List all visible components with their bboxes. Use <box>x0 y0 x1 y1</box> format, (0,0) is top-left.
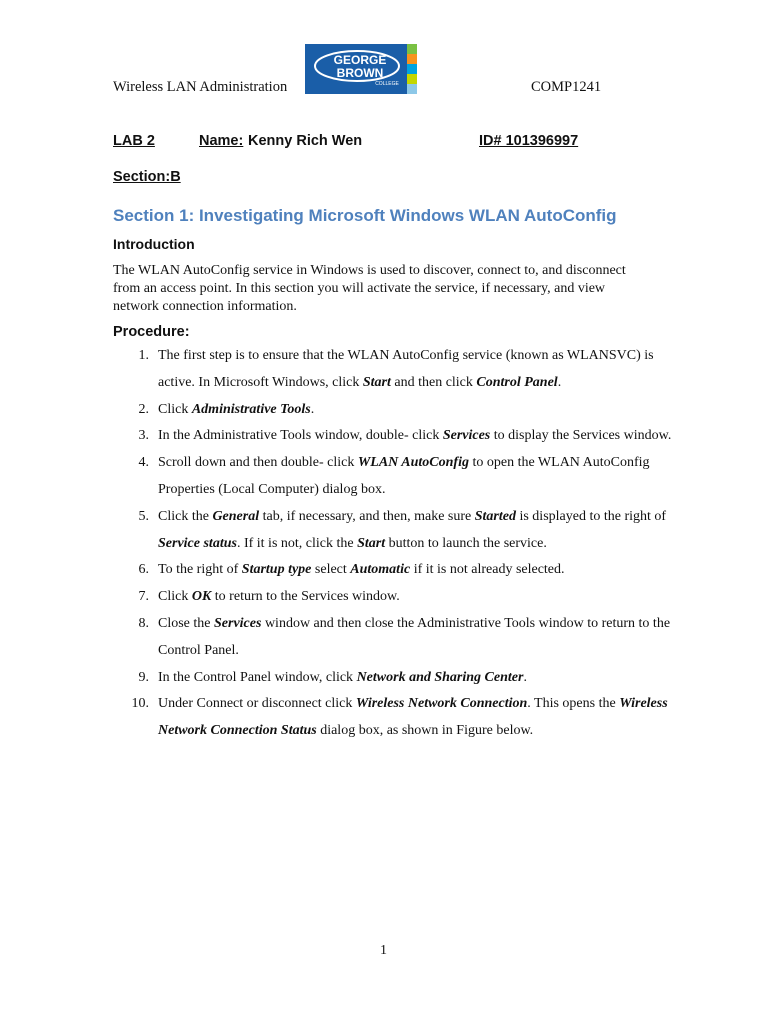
procedure-step <box>113 450 673 504</box>
procedure-step <box>113 665 673 692</box>
course-code: COMP1241 <box>531 79 602 95</box>
step-emphasis: General <box>212 508 260 524</box>
logo-line3: COLLEGE <box>375 81 399 87</box>
step-text: . If it is not, click the <box>236 535 358 551</box>
procedure-heading: Procedure: <box>113 324 190 340</box>
step-text: In the Administrative Tools window, double- click <box>158 428 443 444</box>
step-number: 2. <box>138 401 149 417</box>
procedure-step <box>113 691 673 745</box>
step-emphasis: Control Panel <box>476 374 558 390</box>
step-text: To the right of <box>158 562 242 578</box>
step-emphasis: Administrative Tools <box>191 401 311 417</box>
student-name: Kenny Rich Wen <box>248 133 363 149</box>
procedure-step <box>113 423 673 450</box>
step-text: . <box>523 669 527 685</box>
introduction-text: The WLAN AutoConfig service in Windows is used to discover, connect to, and disconnect from an access point. In this section you will activate the service, if necessary, and view network connection information. <box>113 263 626 314</box>
step-text: is displayed to the right of <box>515 508 667 524</box>
step-text: Click <box>158 401 192 417</box>
logo-stripe <box>407 84 417 94</box>
step-text: . This opens the <box>527 696 620 712</box>
step-number: 6. <box>138 562 149 578</box>
step-text: to return to the Services window. <box>211 589 400 605</box>
step-number: 9. <box>138 669 149 685</box>
logo-stripe <box>407 44 417 54</box>
logo-stripe <box>407 64 417 74</box>
step-text: Scroll down and then double- click <box>158 455 358 471</box>
step-emphasis: Automatic <box>350 562 411 578</box>
logo-stripe <box>407 74 417 84</box>
introduction-heading: Introduction <box>113 236 195 252</box>
step-emphasis: Service status <box>158 535 237 551</box>
section-title: Section 1: Investigating Microsoft Windows WLAN AutoConfig <box>113 206 617 225</box>
step-number: 8. <box>138 615 149 631</box>
procedure-step <box>113 504 673 558</box>
step-emphasis: Wireless Network Connection Status <box>158 696 668 739</box>
step-number: 10. <box>131 696 149 712</box>
step-emphasis: Started <box>474 508 516 524</box>
step-text: button to launch the service. <box>385 535 547 551</box>
procedure-step <box>113 611 673 665</box>
step-text: to display the Services window. <box>490 428 672 444</box>
step-text: In the Control Panel window, click <box>158 669 357 685</box>
george-brown-logo <box>305 44 417 94</box>
step-number: 1. <box>138 348 149 363</box>
lab-number: LAB 2 <box>113 133 155 149</box>
logo-line1: GEORGE <box>333 53 387 67</box>
logo-line2: BROWN <box>336 66 384 80</box>
step-text: . <box>310 401 315 417</box>
section-label: Section:B <box>113 169 181 185</box>
step-text: The first step is to ensure that the WLAN AutoConfig service (known as WLANSVC) is active. In Microsoft Windows, click <box>158 348 654 390</box>
step-emphasis: Start <box>357 535 386 551</box>
procedure-step <box>113 397 673 424</box>
step-text: tab, if necessary, and then, make sure <box>259 508 475 524</box>
step-text: Click <box>158 589 192 605</box>
step-text: select <box>311 562 351 578</box>
step-emphasis: OK <box>191 589 212 605</box>
page-number: 1 <box>380 943 387 958</box>
step-emphasis: Startup type <box>241 562 312 578</box>
step-number: 3. <box>138 428 149 444</box>
procedure-step <box>113 343 673 397</box>
step-emphasis: Services <box>442 428 491 444</box>
procedure-step <box>113 557 673 584</box>
step-text: if it is not already selected. <box>410 562 565 578</box>
step-text: . <box>557 374 562 390</box>
course-title: Wireless LAN Administration <box>113 79 288 95</box>
step-number: 7. <box>138 589 149 605</box>
step-text: Click the <box>158 508 213 524</box>
step-text: window and then close the Administrative Tools window to return to the Control Panel. <box>158 615 671 658</box>
logo-stripe <box>407 54 417 64</box>
step-emphasis: Network and Sharing Center <box>356 669 524 685</box>
procedure-step <box>113 584 673 611</box>
step-emphasis: Wireless Network Connection <box>355 696 528 712</box>
step-text: dialog box, as shown in Figure below. <box>316 723 534 739</box>
step-number: 4. <box>138 455 149 471</box>
step-text: Under Connect or disconnect click <box>158 696 356 712</box>
step-text: Close the <box>158 615 214 631</box>
step-emphasis: Start <box>362 374 391 390</box>
step-emphasis: Services <box>214 615 262 631</box>
student-id: ID# 101396997 <box>479 133 579 149</box>
step-text: and then click <box>390 374 477 390</box>
step-emphasis: WLAN AutoConfig <box>357 455 469 471</box>
name-label: Name: <box>199 133 244 149</box>
step-number: 5. <box>138 508 149 524</box>
step-text: to open the WLAN AutoConfig Properties (Local Computer) dialog box. <box>158 455 650 497</box>
procedure-steps <box>113 343 673 745</box>
